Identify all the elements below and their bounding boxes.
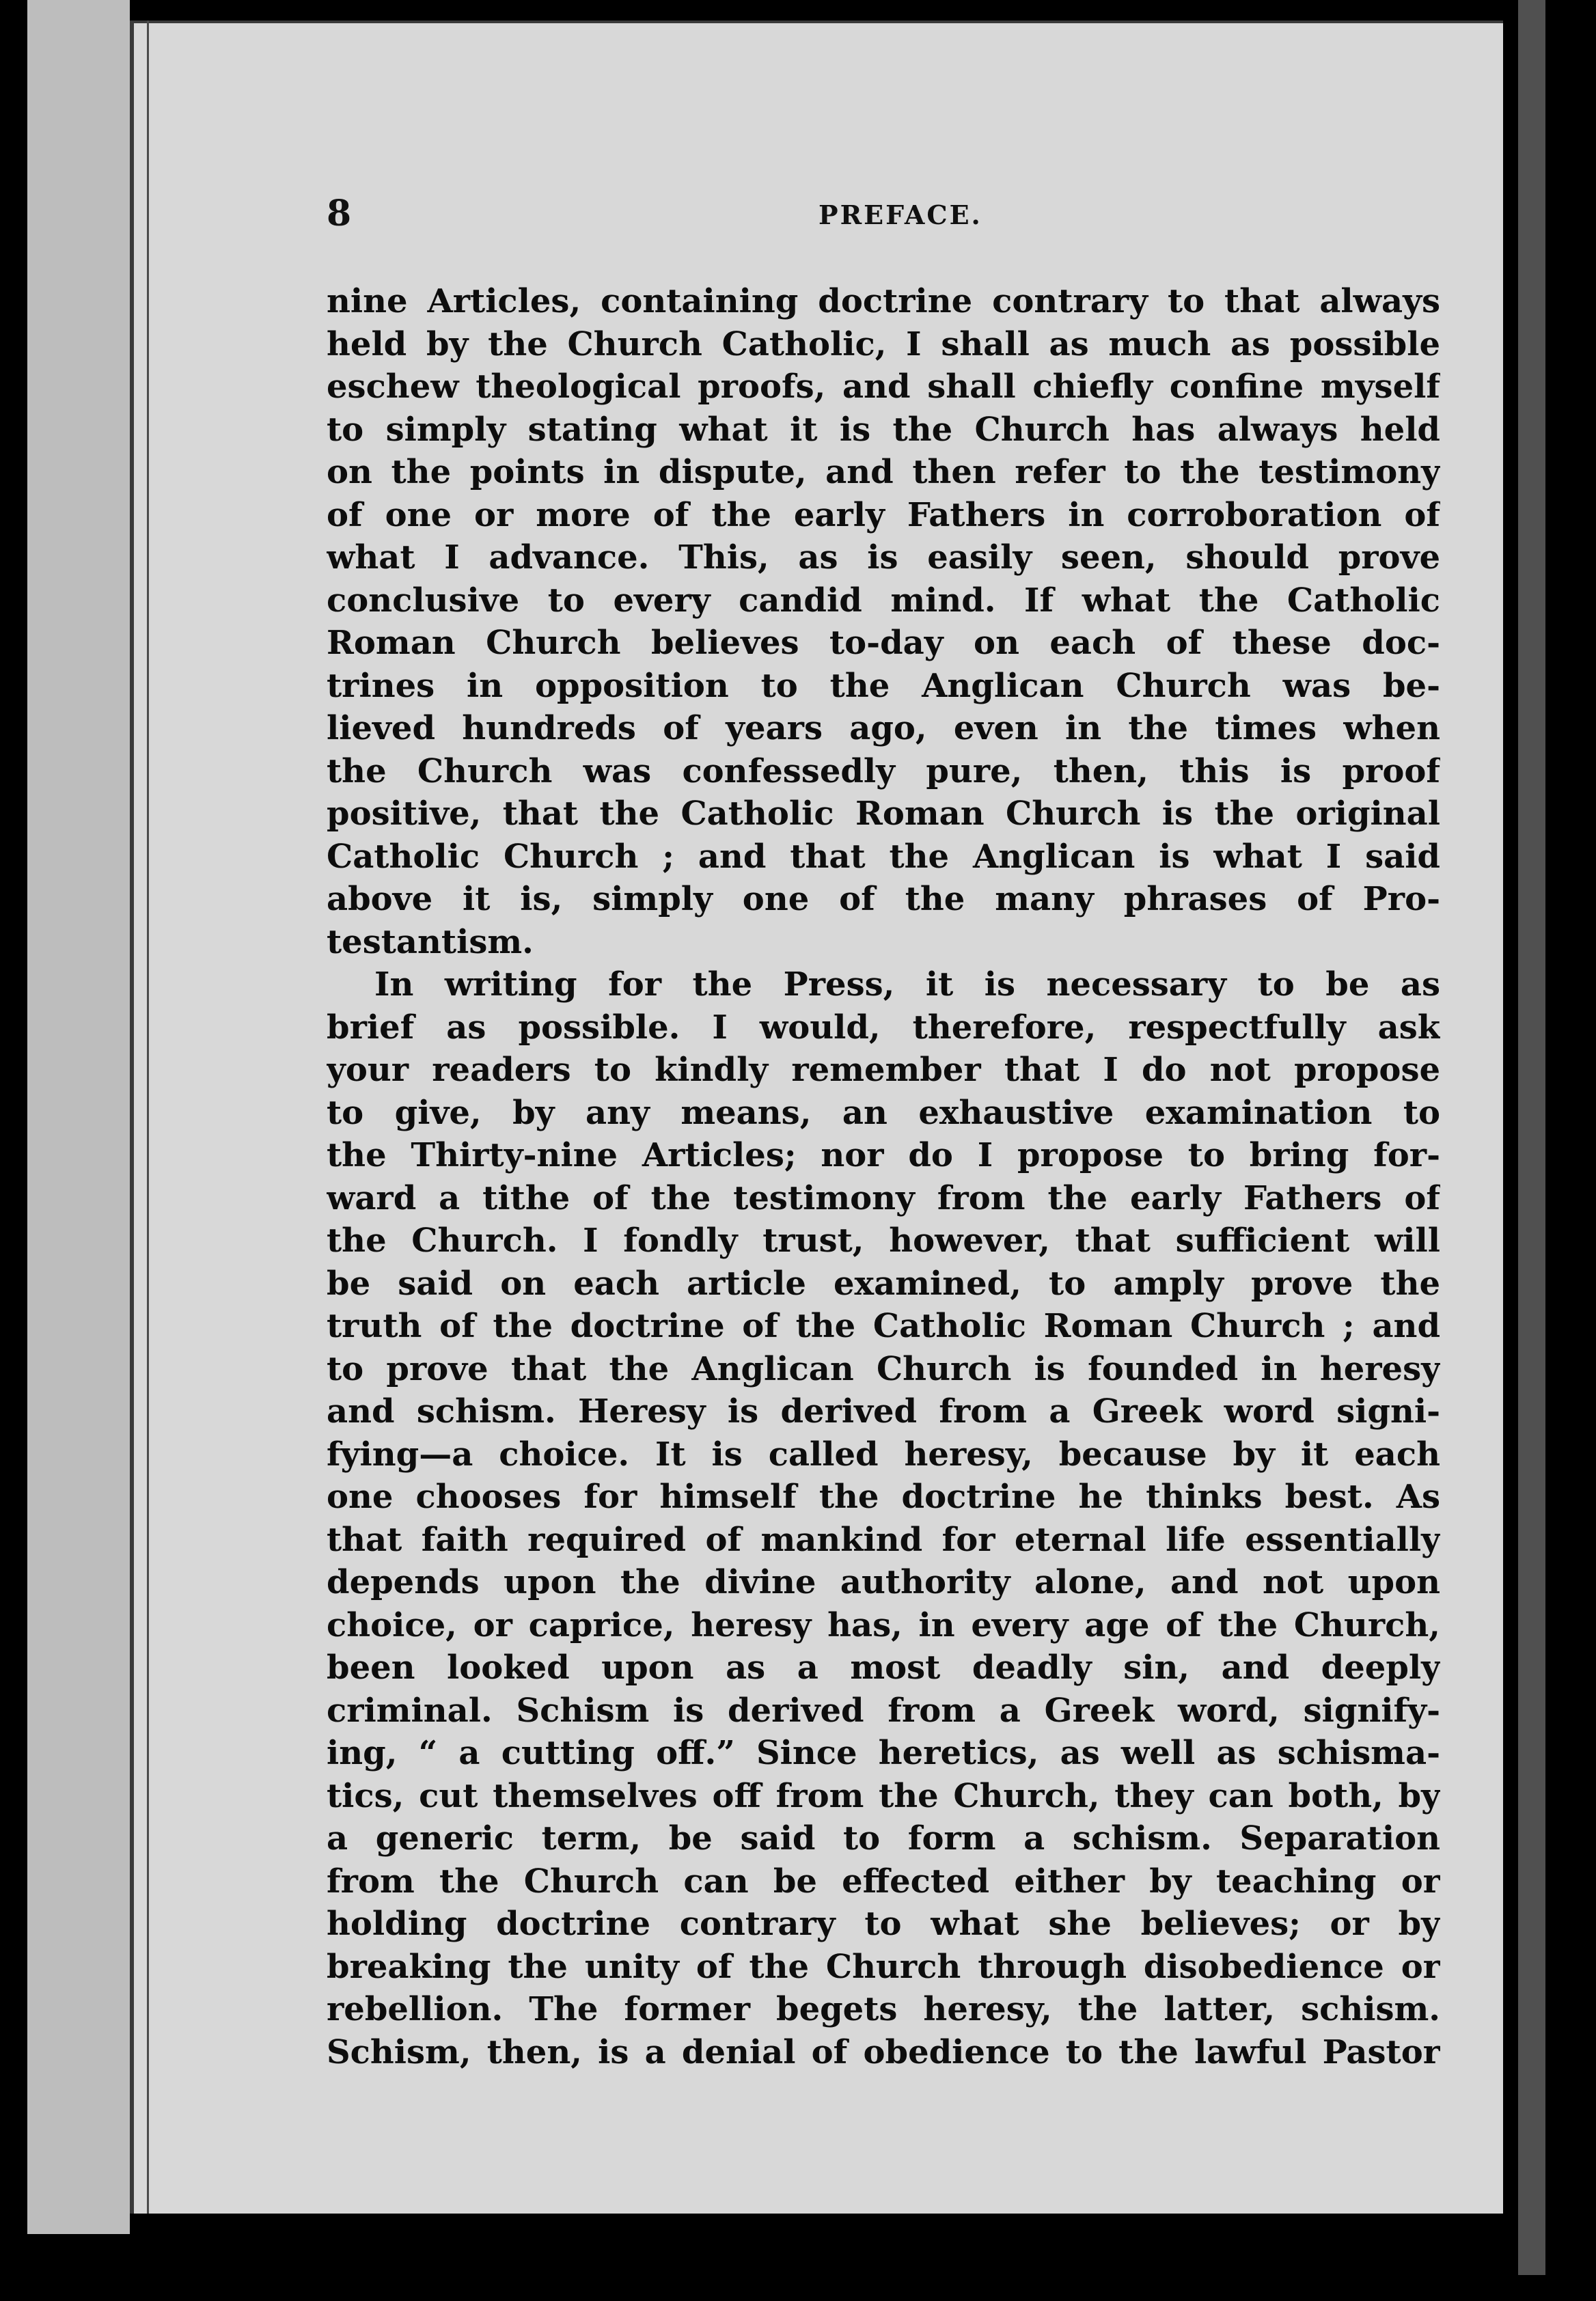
- text-line: trines in opposition to the Anglican Church was be-: [327, 666, 1440, 705]
- text-line: tics, cut themselves off from the Church, they can both, by: [327, 1776, 1440, 1815]
- text-line: depends upon the divine authority alone, and not upon: [327, 1563, 1440, 1601]
- text-line: breaking the unity of the Church through disobedience or: [327, 1947, 1440, 1986]
- text-line: from the Church can be effected either by teaching or: [327, 1862, 1440, 1901]
- text-line: fying—a choice. It is called heresy, because by it each: [327, 1435, 1440, 1474]
- text-line: a generic term, be said to form a schism. Separation: [327, 1819, 1440, 1858]
- text-line: Schism, then, is a denial of obedience to the lawful Pastor: [327, 2033, 1440, 2071]
- text-line: brief as possible. I would, therefore, respectfully ask: [327, 1008, 1440, 1047]
- text-line: the Church was confessedly pure, then, this is proof: [327, 752, 1440, 790]
- text-line: Roman Church believes to-day on each of these doc-: [327, 624, 1440, 662]
- text-line: testantism.: [327, 922, 534, 961]
- body-text: [327, 280, 1440, 2073]
- text-line: of one or more of the early Fathers in corroboration of: [327, 495, 1440, 534]
- text-line: truth of the doctrine of the Catholic Roman Church ; and: [327, 1307, 1440, 1345]
- text-line: positive, that the Catholic Roman Church is the original: [327, 795, 1440, 833]
- text-line: what I advance. This, as is easily seen, should prove: [327, 538, 1440, 577]
- text-line: Catholic Church ; and that the Anglican is what I said: [327, 837, 1440, 876]
- page-edge-line: [147, 20, 149, 2214]
- text-line: to simply stating what it is the Church has always held: [327, 410, 1440, 449]
- text-line: one chooses for himself the doctrine he thinks best. As: [327, 1478, 1440, 1516]
- text-line: choice, or caprice, heresy has, in every age of the Church,: [327, 1606, 1440, 1644]
- text-line: held by the Church Catholic, I shall as much as possible: [327, 325, 1440, 363]
- text-line: on the points in dispute, and then refer to the testimony: [327, 453, 1440, 491]
- page-number: 8: [327, 193, 352, 234]
- text-line: your readers to kindly remember that I do not propose: [327, 1051, 1440, 1089]
- running-head: PREFACE.: [818, 199, 982, 230]
- scan-left-margin: [27, 0, 130, 2234]
- text-line: lieved hundreds of years ago, even in the times when: [327, 709, 1440, 747]
- text-line: holding doctrine contrary to what she believes; or by: [327, 1905, 1440, 1943]
- text-line: that faith required of mankind for eternal life essentially: [327, 1520, 1440, 1559]
- scan-right-margin: [1518, 0, 1545, 2275]
- text-line: criminal. Schism is derived from a Greek word, signify-: [327, 1691, 1440, 1730]
- text-line: In writing for the Press, it is necessary to be as: [374, 965, 1440, 1004]
- text-line: ward a tithe of the testimony from the early Fathers of: [327, 1179, 1440, 1217]
- text-line: the Church. I fondly trust, however, that sufficient will: [327, 1222, 1440, 1260]
- text-line: rebellion. The former begets heresy, the latter, schism.: [327, 1990, 1440, 2028]
- text-line: conclusive to every candid mind. If what the Catholic: [327, 581, 1440, 620]
- text-line: and schism. Heresy is derived from a Greek word signi-: [327, 1392, 1440, 1431]
- page-header: [327, 193, 1440, 234]
- text-line: be said on each article examined, to amply prove the: [327, 1264, 1440, 1303]
- text-line: to prove that the Anglican Church is founded in heresy: [327, 1349, 1440, 1388]
- text-line: eschew theological proofs, and shall chiefly confine myself: [327, 368, 1440, 406]
- text-line: been looked upon as a most deadly sin, and deeply: [327, 1649, 1440, 1687]
- text-line: nine Articles, containing doctrine contrary to that always: [327, 282, 1440, 320]
- text-line: to give, by any means, an exhaustive examination to: [327, 1093, 1440, 1132]
- text-line: the Thirty-nine Articles; nor do I propose to bring for-: [327, 1136, 1440, 1174]
- text-line: ing, “ a cutting off.” Since heretics, as well as schisma-: [327, 1734, 1440, 1772]
- text-line: above it is, simply one of the many phrases of Pro-: [327, 880, 1440, 918]
